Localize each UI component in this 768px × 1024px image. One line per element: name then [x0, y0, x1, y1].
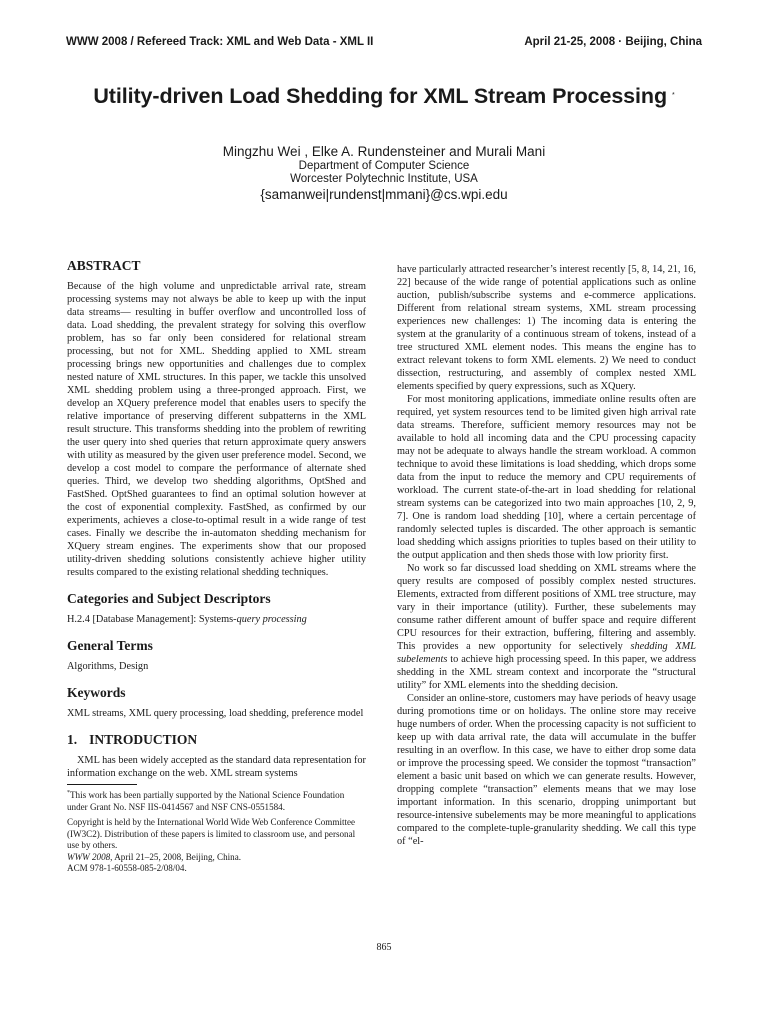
acm-line: ACM 978-1-60558-085-2/08/04.	[67, 863, 187, 874]
paper-title-block	[0, 84, 768, 109]
author-block	[0, 144, 768, 203]
title-footnote-mark: *	[671, 92, 675, 99]
general-terms-heading: General Terms	[67, 638, 153, 653]
categories-heading: Categories and Subject Descriptors	[67, 591, 271, 606]
funding-footnote: *This work has been partially supported by the National Science Foundation under Grant No. NSF IIS-0414567 and NSF CNS-0551584.	[67, 790, 345, 812]
paper-title: Utility-driven Load Shedding for XML Stream Processing	[93, 84, 667, 108]
abstract-text: Because of the high volume and unpredictable arrival rate, stream processing systems may not always be able to keep up with the input data streams— resulting in buffer overflow and uncontrolled loss of data. Load shedding, the prevalent strategy for solving this overflow problem, has so far only been considered for relational stream processing, but not for XML. Shedding applied to XML stream processing brings new opportunities and challenges due to complex nested nature of XML structures. In this paper, we tackle this unsolved XML shedding problem using a three-pronged approach. First, we develop an XQuery preference model that enables users to specify the relative importance of preserving different subpatterns in the XML result structure. This transforms shedding into the problem of rewriting the user query into shed queries that return approximate query answers with utility as measured by the given user preference model. Second, we develop a cost model to compare the performance of alternate shed queries. Third, we develop two shedding algorithms, OptShed and FastShed. OptShed guarantees to find an optimal solution however at the cost of exponential complexity. FastShed, as confirmed by our experiments, achieves a close-to-optimal result in a wide range of test cases. Finally we describe the in-automaton shedding mechanism for XQuery stream engines. The experiments show that our proposed utility-driven shedding solutions consistently achieve higher utility results compared to the existing relational shedding techniques.	[67, 281, 366, 578]
copyright-notice: Copyright is held by the International World Wide Web Conference Committee (IW3C2). Distribution of these papers is limited to classroom use, and personal use by others.	[67, 817, 356, 851]
categories-text: H.2.4 [Database Management]: Systems-query processing	[67, 614, 307, 625]
intro-paragraph-1: have particularly attracted researcher’s interest recently [5, 8, 14, 21, 16, 22] because of the wide range of potential applications such as online auction, publish/subscribe systems and e-commerce applications. Different from relational stream systems, XML stream processing experiences new challenges: 1) The incoming data is entering the system at the granularity of a continuous stream of tokens, instead of a tree structured XML element nodes. This means the engine has to extract relevant tokens to form XML elements. 2) We need to conduct dissection, restructuring, and assembly of complex nested XML elements specified by query expressions, such as XQuery.	[397, 264, 696, 392]
keywords-text: XML streams, XML query processing, load shedding, preference model	[67, 708, 364, 719]
general-terms-text: Algorithms, Design	[67, 661, 149, 672]
intro-paragraph-3: No work so far discussed load shedding on XML streams where the query results are composed of possibly complex nested structures. Elements, extracted from different positions of XML tree structure, may vary in their importance (utility). Further, these subelements may consume rather different amount of buffer space and require different CPU resources for their extraction, buffering, filtering and assembly. This provides a new opportunity for selectively shedding XML subelements to achieve high processing speed. In this paper, we address shedding in the XML stream context and incorporate the “structural utility” for XML elements into the shedding decision.	[397, 563, 696, 691]
intro-paragraph-2: For most monitoring applications, immediate online results often are required, yet system resources tend to be limited given high arrival rate data streams. Therefore, sufficient memory resources may not be available to hold all incoming data and the CPU processing capacity may not be adequate to always handle the stream workload. A common technique to avoid these limitations is load shedding, which drops some data from the input to reduce the memory and CPU requirements of workload. The current state-of-the-art in load shedding for relational stream systems can be categorized into two main approaches [10, 2, 9, 7]. One is random load shedding [10], where a certain percentage of randomly selected tuples is discarded. The other approach is semantic load shedding which assigns priorities to tuples based on their utility to the output application and then sheds those with low priority first.	[397, 394, 696, 561]
running-header-right: April 21-25, 2008 · Beijing, China	[524, 36, 702, 48]
footnote-rule	[67, 784, 137, 785]
running-header	[66, 36, 702, 48]
venue-line: WWW 2008, April 21–25, 2008, Beijing, China.	[67, 851, 242, 862]
intro-paragraph-4: Consider an online-store, customers may have periods of heavy usage during promotions time or on holidays. The online store may receive huge numbers of order. When the processing capacity is not sufficient to keep up with data arrival rate, the data will accumulate in the buffer resulting in an overflow. In this case, we have to either drop some data or improve the processing speed. We consider the topmost “transaction” element a basic unit based on which we can generate results. However, dropping complete “transaction” elements means that we may lose important information. In this scenario, dropping unimportant but resource-intensive subelements may be more meaningful to applications compared to the complete-tuple-granularity shedding. We call this type of “el-	[397, 693, 696, 847]
institution: Worcester Polytechnic Institute, USA	[290, 173, 478, 185]
author-emails: {samanwei|rundenst|mmani}@cs.wpi.edu	[260, 187, 508, 202]
abstract-heading: ABSTRACT	[67, 258, 141, 273]
introduction-text: XML has been widely accepted as the standard data representation for information exchange on the web. XML stream systems	[67, 755, 366, 779]
right-column	[397, 263, 696, 848]
page-number: 865	[376, 942, 392, 953]
department: Department of Computer Science	[298, 160, 470, 172]
authors: Mingzhu Wei , Elke A. Rundensteiner and Murali Mani	[222, 144, 546, 159]
left-column	[67, 258, 366, 875]
running-header-left: WWW 2008 / Refereed Track: XML and Web Data - XML II	[66, 36, 374, 48]
introduction-heading: 1. INTRODUCTION	[67, 732, 198, 747]
keywords-heading: Keywords	[67, 685, 126, 700]
